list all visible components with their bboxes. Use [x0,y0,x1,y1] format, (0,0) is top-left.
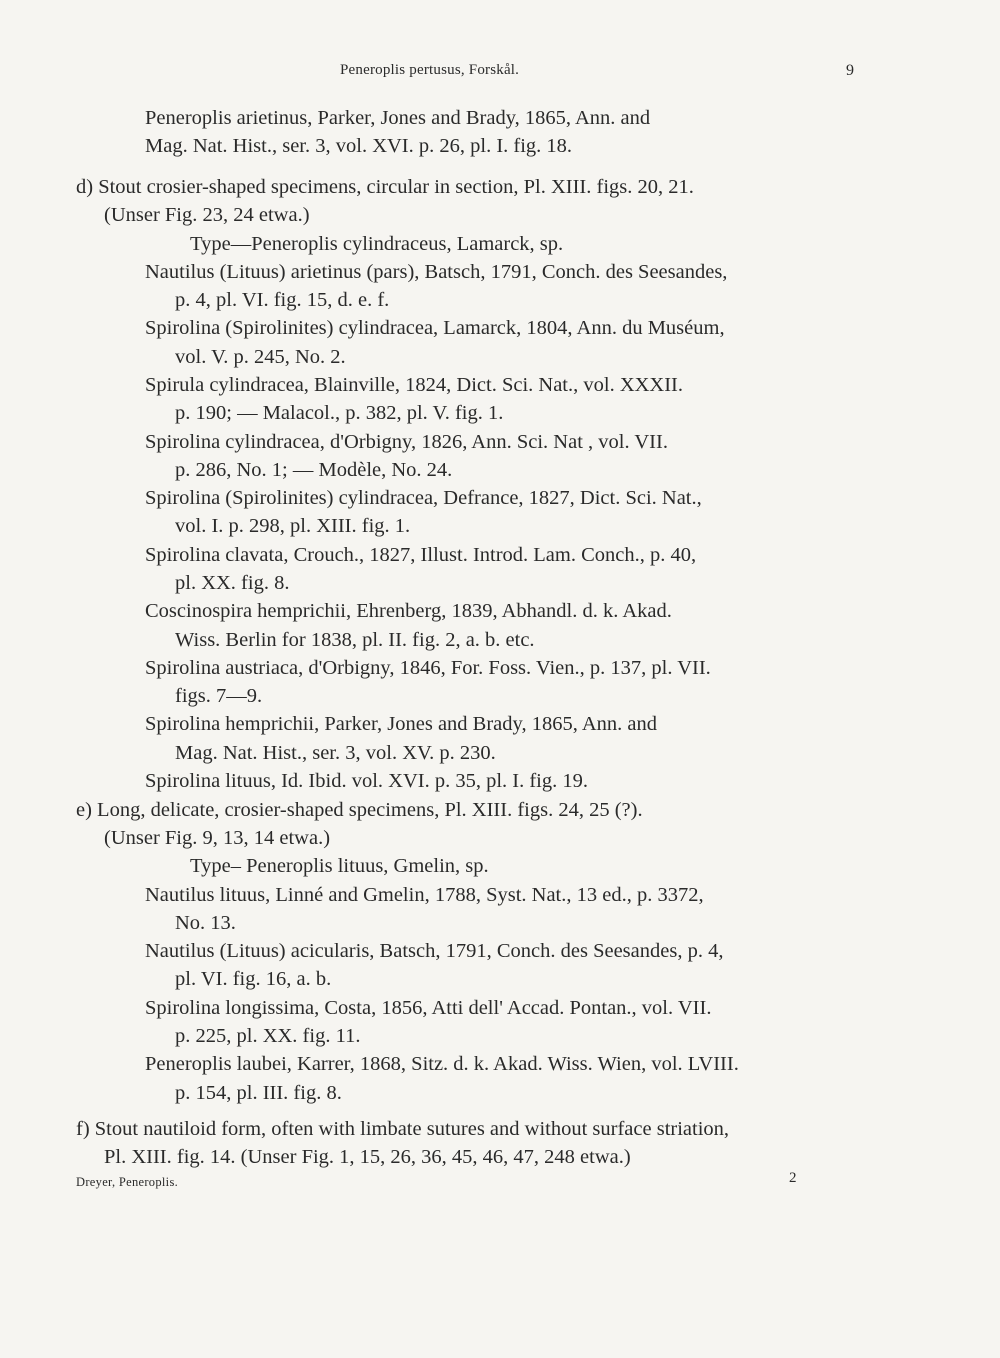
text-line: p. 4, pl. VI. fig. 15, d. e. f. [175,289,390,311]
text-line: No. 13. [175,912,236,934]
text-line: Spirolina (Spirolinites) cylindracea, Defrance, 1827, Dict. Sci. Nat., [145,487,702,509]
text-line: Nautilus (Lituus) arietinus (pars), Batsch, 1791, Conch. des Seesandes, [145,261,728,283]
text-line: Pl. XIII. fig. 14. (Unser Fig. 1, 15, 26, 36, 45, 46, 47, 248 etwa.) [104,1146,631,1168]
text-line: Spirolina (Spirolinites) cylindracea, Lamarck, 1804, Ann. du Muséum, [145,317,725,339]
running-title: Peneroplis pertusus, Forskål. [340,62,520,78]
text-line: Nautilus lituus, Linné and Gmelin, 1788, Syst. Nat., 13 ed., p. 3372, [145,884,704,906]
text-line: figs. 7—9. [175,685,263,707]
text-line: (Unser Fig. 9, 13, 14 etwa.) [104,827,331,849]
page-number: 9 [846,62,854,79]
text-line: p. 190; — Malacol., p. 382, pl. V. fig. 1. [175,402,504,424]
text-line: Type—Peneroplis cylindraceus, Lamarck, sp. [190,233,564,255]
text-line: vol. I. p. 298, pl. XIII. fig. 1. [175,515,411,537]
text-line: Spirolina cylindracea, d'Orbigny, 1826, Ann. Sci. Nat , vol. VII. [145,431,668,453]
text-line: Coscinospira hemprichii, Ehrenberg, 1839, Abhandl. d. k. Akad. [145,600,672,622]
text-line: pl. VI. fig. 16, a. b. [175,968,332,990]
text-line: Spirolina longissima, Costa, 1856, Atti dell' Accad. Pontan., vol. VII. [145,997,712,1019]
text-line: Peneroplis laubei, Karrer, 1868, Sitz. d. k. Akad. Wiss. Wien, vol. LVIII. [145,1053,739,1075]
page-header [0,62,1000,84]
text-line: p. 286, No. 1; — Modèle, No. 24. [175,459,453,481]
text-line: vol. V. p. 245, No. 2. [175,346,346,368]
sheet-number: 2 [789,1170,797,1186]
text-line: Spirolina lituus, Id. Ibid. vol. XVI. p. 35, pl. I. fig. 19. [145,770,589,792]
text-line: f) Stout nautiloid form, often with limbate sutures and without surface striation, [76,1118,730,1140]
text-line: Spirolina hemprichii, Parker, Jones and Brady, 1865, Ann. and [145,713,657,735]
text-line: Mag. Nat. Hist., ser. 3, vol. XVI. p. 26, pl. I. fig. 18. [145,135,573,157]
text-line: Peneroplis arietinus, Parker, Jones and Brady, 1865, Ann. and [145,107,651,129]
text-line: Mag. Nat. Hist., ser. 3, vol. XV. p. 230. [175,742,496,764]
text-line: pl. XX. fig. 8. [175,572,290,594]
text-line: Nautilus (Lituus) acicularis, Batsch, 1791, Conch. des Seesandes, p. 4, [145,940,724,962]
text-line: e) Long, delicate, crosier-shaped specimens, Pl. XIII. figs. 24, 25 (?). [76,799,643,821]
text-line: Spirolina clavata, Crouch., 1827, Illust. Introd. Lam. Conch., p. 40, [145,544,697,566]
text-line: d) Stout crosier-shaped specimens, circular in section, Pl. XIII. figs. 20, 21. [76,176,694,198]
text-line: Type– Peneroplis lituus, Gmelin, sp. [190,855,489,877]
text-line: Wiss. Berlin for 1838, pl. II. fig. 2, a. b. etc. [175,629,535,651]
text-line: Spirolina austriaca, d'Orbigny, 1846, For. Foss. Vien., p. 137, pl. VII. [145,657,711,679]
printer-signature: Dreyer, Peneroplis. [76,1175,179,1189]
text-line: p. 154, pl. III. fig. 8. [175,1082,342,1104]
text-line: (Unser Fig. 23, 24 etwa.) [104,204,310,226]
text-line: p. 225, pl. XX. fig. 11. [175,1025,361,1047]
text-line: Spirula cylindracea, Blainville, 1824, Dict. Sci. Nat., vol. XXXII. [145,374,684,396]
